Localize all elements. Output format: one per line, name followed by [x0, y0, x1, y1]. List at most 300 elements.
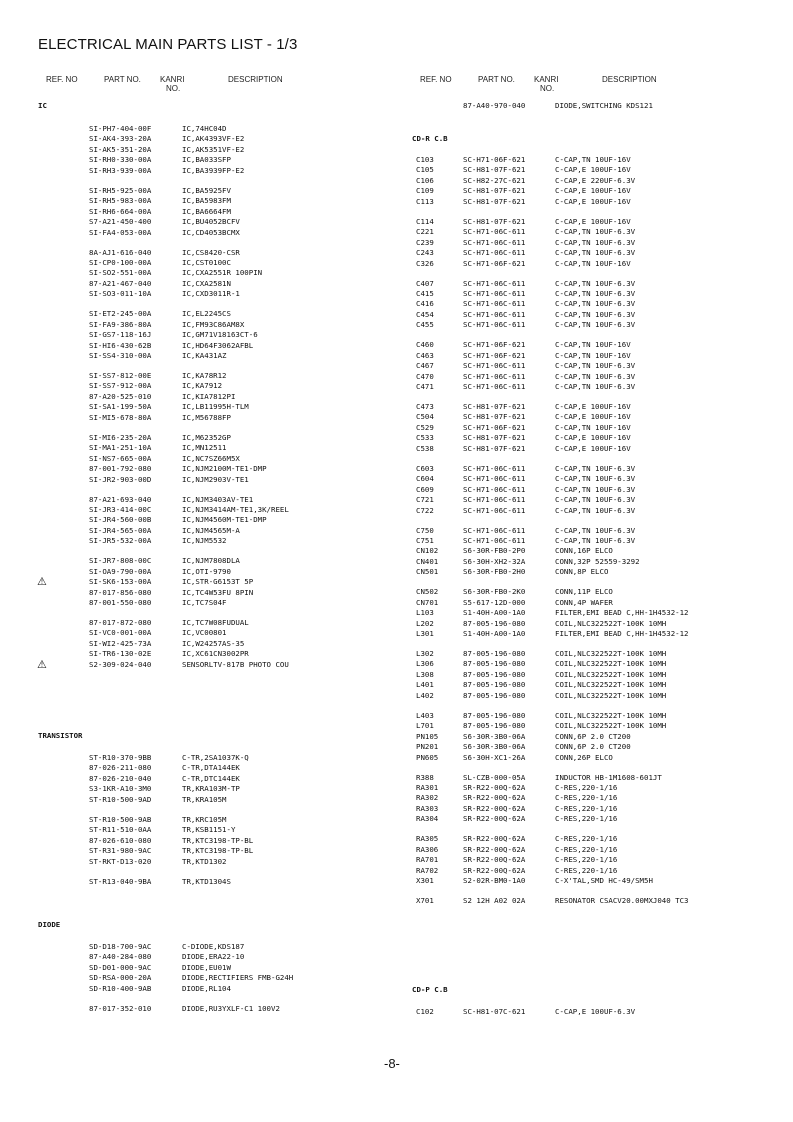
- part-no: SC-H81-07F-621: [463, 186, 526, 196]
- ref-no: C239: [416, 237, 434, 247]
- part-no: SI-JR4-560-00B: [89, 515, 152, 525]
- description: IC,NJM2100M-TE1-DMP: [182, 464, 267, 474]
- part-no: 87-005-196-080: [463, 659, 526, 669]
- description: IC,CXD3011R-1: [182, 289, 240, 299]
- ref-no: C415: [416, 288, 434, 298]
- description: IC,BA033SFP: [182, 155, 231, 165]
- description: IC,AK5351VF-E2: [182, 144, 245, 154]
- ref-no: C609: [416, 484, 434, 494]
- ref-no: L202: [416, 618, 434, 628]
- part-no: 87-017-856-080: [89, 587, 152, 597]
- section-heading: CD-R C.B: [412, 134, 448, 143]
- ref-no: C470: [416, 371, 434, 381]
- part-no: SC-H71-06C-611: [463, 309, 526, 319]
- ref-no: X701: [416, 896, 434, 905]
- description: C-CAP,TN 10UF-16V: [555, 340, 631, 350]
- part-no: SC-H71-06C-611: [463, 371, 526, 381]
- description: IC,FM93C86AM8X: [182, 319, 245, 329]
- ref-no: L701: [416, 721, 434, 731]
- part-no: SR-R22-00Q-62A: [463, 814, 526, 824]
- ref-no: C407: [416, 278, 434, 288]
- description: IC,NJM4565M-A: [182, 525, 240, 535]
- header-kanri-no-right: NO.: [540, 84, 555, 93]
- description: CONN,6P 2.0 CT200: [555, 731, 631, 741]
- description: IC,GM71V18163CT-6: [182, 330, 258, 340]
- description: IC,CD4053BCMX: [182, 227, 240, 237]
- description: C-RES,220-1/16: [555, 803, 618, 813]
- part-no: SC-H71-06C-611: [463, 463, 526, 473]
- part-no: 87-017-872-080: [89, 618, 152, 627]
- description: CONN,8P ELCO: [555, 567, 609, 577]
- description: DIODE,RECTIFIERS FMB-G24H: [182, 973, 294, 983]
- part-no: SI-SS7-912-00A: [89, 381, 152, 391]
- description: IC,W24257AS-35: [182, 638, 245, 648]
- part-no: SI-RH0-330-00A: [89, 155, 152, 165]
- description: C-CAP,E 100UF-16V: [555, 216, 631, 226]
- description: C-CAP,TN 10UF-6.3V: [555, 495, 636, 505]
- part-no: SC-H81-07C-621: [463, 1007, 526, 1016]
- part-no: SR-R22-00Q-62A: [463, 793, 526, 803]
- description: DIODE,EU01W: [182, 962, 231, 972]
- part-no: SC-H71-06C-611: [463, 278, 526, 288]
- description: COIL,NLC322522T-100K 10MH: [555, 710, 667, 720]
- part-no: SC-H81-07F-621: [463, 412, 526, 422]
- part-no: SI-AK5-351-20A: [89, 144, 152, 154]
- ref-no: C454: [416, 309, 434, 319]
- part-no: SC-H71-06C-611: [463, 227, 526, 237]
- description: IC,BA5925FV: [182, 185, 231, 195]
- ref-no: L401: [416, 680, 434, 690]
- ref-no: L403: [416, 710, 434, 720]
- section-heading: IC: [38, 101, 47, 110]
- description: IC,KA431AZ: [182, 351, 227, 361]
- description: C-CAP,TN 10UF-6.3V: [555, 505, 636, 515]
- part-no: 87-005-196-080: [463, 669, 526, 679]
- description: CONN,6P 2.0 CT200: [555, 742, 631, 752]
- part-no: SC-H71-06F-621: [463, 422, 526, 432]
- part-no: S6-30R-FB0-2P0: [463, 546, 526, 556]
- description: C-CAP,TN 10UF-6.3V: [555, 535, 636, 545]
- part-no: SI-HI6-430-62B: [89, 340, 152, 350]
- header-ref-no-left: REF. NO: [46, 75, 78, 84]
- part-no: 87-A40-284-080: [89, 952, 152, 962]
- description: IC,OTI-9790: [182, 566, 231, 576]
- description: C-CAP,TN 10UF-6.3V: [555, 371, 636, 381]
- description: IC,NJM2903V-TE1: [182, 474, 249, 484]
- description: FILTER,EMI BEAD C,HH-1H4532-12: [555, 608, 689, 618]
- part-no: SD-D18-700-9AC: [89, 942, 152, 951]
- description: TR,KTD1302: [182, 856, 227, 866]
- part-no: SI-WI2-425-73A: [89, 638, 152, 648]
- description: IC,CXA2551R 100PIN: [182, 268, 263, 278]
- part-no: SL-CZB-000-05A: [463, 772, 526, 782]
- description: CONN,16P ELCO: [555, 546, 613, 556]
- description: TR,KTD1304S: [182, 876, 231, 886]
- part-no: SI-PH7-404-00F: [89, 124, 152, 133]
- part-no: S2-02R-BM0-1A0: [463, 876, 526, 886]
- part-no: 87-005-196-080: [463, 710, 526, 720]
- section-heading: TRANSISTOR: [38, 731, 83, 740]
- part-no: SI-JR3-414-00C: [89, 504, 152, 514]
- ref-no: CN501: [416, 567, 439, 577]
- description: TR,KRA103M-TP: [182, 784, 240, 794]
- description: C-CAP,TN 10UF-16V: [555, 422, 631, 432]
- part-no: SD-R10-400-9AB: [89, 983, 152, 993]
- ref-no: CN701: [416, 597, 439, 607]
- ref-no: C529: [416, 422, 434, 432]
- description: IC,BA6664FM: [182, 206, 231, 216]
- description: C-CAP,TN 10UF-6.3V: [555, 474, 636, 484]
- part-no: SR-R22-00Q-62A: [463, 865, 526, 875]
- ref-no: L308: [416, 669, 434, 679]
- ref-no: RA306: [416, 844, 439, 854]
- description: IC,KA78R12: [182, 371, 227, 380]
- part-no: S6-30R-3B0-06A: [463, 731, 526, 741]
- ref-no: L306: [416, 659, 434, 669]
- ref-no: X301: [416, 876, 434, 886]
- description: IC,KA7912: [182, 381, 223, 391]
- description: TR,KSB1151-Y: [182, 825, 236, 835]
- part-no: SC-H82-27C-621: [463, 175, 526, 185]
- description: IC,MN12511: [182, 443, 227, 453]
- part-no: SC-H71-06C-611: [463, 237, 526, 247]
- part-no: 8A-AJ1-616-040: [89, 247, 152, 257]
- description: IC,CS8420-CSR: [182, 247, 240, 257]
- header-kanri-left: KANRI: [160, 75, 185, 84]
- part-no: S6-30R-FB0-2K0: [463, 587, 526, 597]
- description: C-CAP,E 100UF-16V: [555, 165, 631, 175]
- description: TR,KTC3198-TP-BL: [182, 835, 254, 845]
- ref-no: C109: [416, 186, 434, 196]
- part-no: SI-RH6-664-00A: [89, 206, 152, 216]
- ref-no: CN401: [416, 556, 439, 566]
- ref-no: C460: [416, 340, 434, 350]
- part-no: SC-H81-07F-621: [463, 443, 526, 453]
- ref-no: C221: [416, 227, 434, 237]
- part-no: S2 12H A02 02A: [463, 896, 526, 905]
- part-no: SC-H71-06C-611: [463, 299, 526, 309]
- part-no: SR-R22-00Q-62A: [463, 803, 526, 813]
- description: C-RES,220-1/16: [555, 844, 618, 854]
- ref-no: C326: [416, 258, 434, 268]
- description: C-CAP,TN 10UF-6.3V: [555, 288, 636, 298]
- ref-no: C114: [416, 216, 434, 226]
- ref-no: L301: [416, 629, 434, 639]
- description: C-CAP,TN 10UF-6.3V: [555, 320, 636, 330]
- part-no: SR-R22-00Q-62A: [463, 782, 526, 792]
- part-no: SC-H71-06C-611: [463, 248, 526, 258]
- part-no: SI-TR6-130-02E: [89, 649, 152, 659]
- ref-no: RA305: [416, 834, 439, 844]
- description: DIODE,SWITCHING KDS121: [555, 101, 653, 110]
- description: C-RES,220-1/16: [555, 834, 618, 844]
- description: C-TR,2SA1037K-Q: [182, 753, 249, 762]
- part-no: SC-H81-07F-621: [463, 402, 526, 411]
- description: C-CAP,TN 10UF-6.3V: [555, 309, 636, 319]
- part-no: S1-40H-A00-1A0: [463, 629, 526, 639]
- part-no: SC-H71-06F-621: [463, 155, 526, 164]
- description: INDUCTOR HB-1M1608-601JT: [555, 772, 662, 782]
- part-no: S6-30R-3B0-06A: [463, 742, 526, 752]
- part-no: SR-R22-00Q-62A: [463, 855, 526, 865]
- part-no: SC-H81-07F-621: [463, 216, 526, 226]
- description: C-TR,DTA144EK: [182, 763, 240, 773]
- description: C-RES,220-1/16: [555, 814, 618, 824]
- description: SENSORLTV-817B PHOTO COU: [182, 659, 289, 669]
- description: DIODE,RU3YXLF-C1 100V2: [182, 1003, 280, 1013]
- description: IC,HD64F3062AFBL: [182, 340, 254, 350]
- description: IC,NJM7808DLA: [182, 556, 240, 566]
- description: IC,NJM5532: [182, 536, 227, 546]
- description: C-CAP,TN 10UF-16V: [555, 155, 631, 164]
- description: C-X'TAL,SMD HC-49/SM5H: [555, 876, 653, 886]
- ref-no: L302: [416, 649, 434, 658]
- part-no: SI-FA9-386-80A: [89, 319, 152, 329]
- description: C-CAP,TN 10UF-6.3V: [555, 248, 636, 258]
- part-no: SI-VC0-001-00A: [89, 628, 152, 638]
- description: C-CAP,TN 10UF-6.3V: [555, 484, 636, 494]
- ref-no: C533: [416, 433, 434, 443]
- part-no: S2-309-024-040: [89, 659, 152, 669]
- description: IC,KIA7812PI: [182, 391, 236, 401]
- description: IC,EL2245CS: [182, 309, 231, 319]
- description: C-CAP,E 100UF-16V: [555, 196, 631, 206]
- ref-no: R388: [416, 772, 434, 782]
- part-no: 87-026-210-040: [89, 773, 152, 783]
- part-no: SD-D01-000-9AC: [89, 962, 152, 972]
- part-no: SI-JR4-565-00A: [89, 525, 152, 535]
- description: IC,VC00801: [182, 628, 227, 638]
- header-description-right: DESCRIPTION: [602, 75, 657, 84]
- description: C-RES,220-1/16: [555, 855, 618, 865]
- part-no: 87-005-196-080: [463, 618, 526, 628]
- part-no: SC-H81-07F-621: [463, 165, 526, 175]
- part-no: SI-MI5-678-80A: [89, 412, 152, 422]
- description: C-CAP,E 100UF-16V: [555, 186, 631, 196]
- description: C-RES,220-1/16: [555, 865, 618, 875]
- part-no: SI-AK4-393-20A: [89, 134, 152, 144]
- part-no: 87-026-211-080: [89, 763, 152, 773]
- header-description-left: DESCRIPTION: [228, 75, 283, 84]
- description: COIL,NLC322522T-100K 10MH: [555, 680, 667, 690]
- part-no: SC-H81-07F-621: [463, 196, 526, 206]
- description: C-CAP,E 100UF-16V: [555, 443, 631, 453]
- description: IC,XC61CN3002PR: [182, 649, 249, 659]
- part-no: ST-R11-510-0AA: [89, 825, 152, 835]
- header-part-no-right: PART NO.: [478, 75, 515, 84]
- part-no: SC-H71-06F-621: [463, 350, 526, 360]
- part-no: SC-H71-06C-611: [463, 474, 526, 484]
- description: IC,CST0100C: [182, 257, 231, 267]
- section-heading: DIODE: [38, 920, 61, 929]
- part-no: SI-MA1-251-10A: [89, 443, 152, 453]
- part-no: S5-617-12D-000: [463, 597, 526, 607]
- description: C-CAP,TN 10UF-6.3V: [555, 525, 636, 535]
- section-heading: CD-P C.B: [412, 985, 448, 994]
- ref-no: RA301: [416, 782, 439, 792]
- description: C-CAP,TN 10UF-6.3V: [555, 278, 636, 288]
- description: IC,TC7S04F: [182, 598, 227, 608]
- part-no: 87-A21-693-040: [89, 494, 152, 504]
- part-no: 87-001-792-080: [89, 464, 152, 474]
- part-no: SD-RSA-000-20A: [89, 973, 152, 983]
- ref-no: RA701: [416, 855, 439, 865]
- ref-no: C467: [416, 361, 434, 371]
- ref-no: PN105: [416, 731, 439, 741]
- description: COIL,NLC322522T-100K 10MH: [555, 669, 667, 679]
- ref-no: L103: [416, 608, 434, 618]
- description: C-RES,220-1/16: [555, 782, 618, 792]
- ref-no: C471: [416, 382, 434, 392]
- description: CONN,11P ELCO: [555, 587, 613, 597]
- description: C-CAP,E 100UF-16V: [555, 433, 631, 443]
- part-no: S6-30R-FB0-2H0: [463, 567, 526, 577]
- part-no: SI-SS4-310-00A: [89, 351, 152, 361]
- part-no: S3-1KR-A10-3M0: [89, 784, 152, 794]
- ref-no: PN605: [416, 752, 439, 762]
- part-no: SC-H71-06C-611: [463, 525, 526, 535]
- part-no: 87-005-196-080: [463, 721, 526, 731]
- description: IC,BA3939FP-E2: [182, 165, 245, 175]
- description: COIL,NLC322522T-100K 10MH: [555, 690, 667, 700]
- description: C-CAP,TN 10UF-6.3V: [555, 382, 636, 392]
- ref-no: C504: [416, 412, 434, 422]
- description: TR,KRA105M: [182, 794, 227, 804]
- part-no: SI-RH5-983-00A: [89, 196, 152, 206]
- description: C-DIODE,KDS187: [182, 942, 245, 951]
- ref-no: CN502: [416, 587, 439, 597]
- part-no: 87-A21-467-040: [89, 278, 152, 288]
- description: C-CAP,E 100UF-16V: [555, 412, 631, 422]
- part-no: SI-RH5-925-00A: [89, 185, 152, 195]
- ref-no: C113: [416, 196, 434, 206]
- description: RESONATOR CSACV20.00MXJ040 TC3: [555, 896, 689, 905]
- ref-no: C603: [416, 463, 434, 473]
- part-no: ST-R10-370-9BB: [89, 753, 152, 762]
- ref-no: RA702: [416, 865, 439, 875]
- part-no: SC-H71-06C-611: [463, 382, 526, 392]
- ref-no: C243: [416, 248, 434, 258]
- description: C-CAP,TN 10UF-6.3V: [555, 237, 636, 247]
- ref-no: C538: [416, 443, 434, 453]
- part-no: SI-JR5-532-00A: [89, 536, 152, 546]
- part-no: SI-GS7-118-16J: [89, 330, 152, 340]
- part-no: S1-40H-A00-1A0: [463, 608, 526, 618]
- part-no: SC-H71-06F-621: [463, 258, 526, 268]
- part-no: 87-005-196-080: [463, 680, 526, 690]
- ref-no: C105: [416, 165, 434, 175]
- part-no: SC-H71-06C-611: [463, 320, 526, 330]
- part-no: SI-OA9-790-00A: [89, 566, 152, 576]
- description: C-CAP,TN 10UF-16V: [555, 350, 631, 360]
- safety-warning-icon: ⚠: [37, 575, 47, 589]
- header-ref-no-right: REF. NO: [420, 75, 452, 84]
- header-kanri-no-left: NO.: [166, 84, 181, 93]
- description: COIL,NLC322522T-100K 10MH: [555, 659, 667, 669]
- part-no: SC-H71-06C-611: [463, 288, 526, 298]
- header-kanri-right: KANRI: [534, 75, 559, 84]
- part-no: SC-H71-06C-611: [463, 505, 526, 515]
- ref-no: C106: [416, 175, 434, 185]
- description: C-CAP,E 100UF-16V: [555, 402, 631, 411]
- description: C-CAP,TN 10UF-6.3V: [555, 227, 636, 237]
- part-no: SI-SO2-551-00A: [89, 268, 152, 278]
- part-no: S6-30H-XC1-26A: [463, 752, 526, 762]
- description: C-CAP,TN 10UF-6.3V: [555, 299, 636, 309]
- description: COIL,NLC322522T-100K 10MH: [555, 721, 667, 731]
- part-no: SC-H71-06F-621: [463, 340, 526, 350]
- part-no: SC-H71-06C-611: [463, 535, 526, 545]
- part-no: 87-A40-970-040: [463, 101, 526, 110]
- description: COIL,NLC322522T-100K 10MH: [555, 618, 667, 628]
- description: C-RES,220-1/16: [555, 793, 618, 803]
- ref-no: C463: [416, 350, 434, 360]
- description: COIL,NLC322522T-100K 10MH: [555, 649, 667, 658]
- part-no: ST-R10-500-9AD: [89, 794, 152, 804]
- description: C-CAP,E 100UF-6.3V: [555, 1007, 636, 1016]
- part-no: SI-SA1-199-50A: [89, 402, 152, 412]
- description: IC,CXA2581N: [182, 278, 231, 288]
- description: IC,LB11995H-TLM: [182, 402, 249, 412]
- part-no: SI-SK6-153-00A: [89, 577, 152, 587]
- ref-no: RA304: [416, 814, 439, 824]
- part-no: SI-RH3-939-00A: [89, 165, 152, 175]
- part-no: SI-MI6-235-20A: [89, 432, 152, 442]
- description: CONN,32P 52559-3292: [555, 556, 640, 566]
- part-no: SC-H81-07F-621: [463, 433, 526, 443]
- part-no: SI-CP0-100-00A: [89, 257, 152, 267]
- part-no: SR-R22-00Q-62A: [463, 844, 526, 854]
- description: TR,KRC105M: [182, 814, 227, 824]
- part-no: 87-017-352-010: [89, 1003, 152, 1013]
- ref-no: C750: [416, 525, 434, 535]
- part-no: S7-A21-450-400: [89, 217, 152, 227]
- part-no: 87-A20-525-010: [89, 391, 152, 401]
- part-no: SR-R22-00Q-62A: [463, 834, 526, 844]
- part-no: SI-SO3-011-10A: [89, 289, 152, 299]
- part-no: SI-FA4-053-00A: [89, 227, 152, 237]
- description: IC,NJM3403AV-TE1: [182, 494, 254, 504]
- ref-no: RA302: [416, 793, 439, 803]
- description: IC,NJM3414AM-TE1,3K/REEL: [182, 504, 289, 514]
- description: C-CAP,TN 10UF-16V: [555, 258, 631, 268]
- part-no: ST-R13-040-9BA: [89, 876, 152, 886]
- description: C-CAP,TN 10UF-6.3V: [555, 361, 636, 371]
- ref-no: C473: [416, 402, 434, 411]
- part-no: 87-001-550-080: [89, 598, 152, 608]
- ref-no: C604: [416, 474, 434, 484]
- ref-no: C722: [416, 505, 434, 515]
- description: CONN,4P WAFER: [555, 597, 613, 607]
- description: IC,AK4393VF-E2: [182, 134, 245, 144]
- description: FILTER,EMI BEAD C,HH-1H4532-12: [555, 629, 689, 639]
- ref-no: C455: [416, 320, 434, 330]
- description: DIODE,ERA22-10: [182, 952, 245, 962]
- part-no: S6-30H-XH2-32A: [463, 556, 526, 566]
- header-part-no-left: PART NO.: [104, 75, 141, 84]
- ref-no: C751: [416, 535, 434, 545]
- description: IC,NJM4560M-TE1-DMP: [182, 515, 267, 525]
- description: TR,KTC3198-TP-BL: [182, 846, 254, 856]
- page-title: ELECTRICAL MAIN PARTS LIST - 1/3: [38, 36, 298, 53]
- ref-no: RA303: [416, 803, 439, 813]
- part-no: SC-H71-06C-611: [463, 484, 526, 494]
- ref-no: C103: [416, 155, 434, 164]
- description: IC,TC7W08FUDUAL: [182, 618, 249, 627]
- ref-no: PN201: [416, 742, 439, 752]
- ref-no: CN102: [416, 546, 439, 556]
- description: IC,BA5983FM: [182, 196, 231, 206]
